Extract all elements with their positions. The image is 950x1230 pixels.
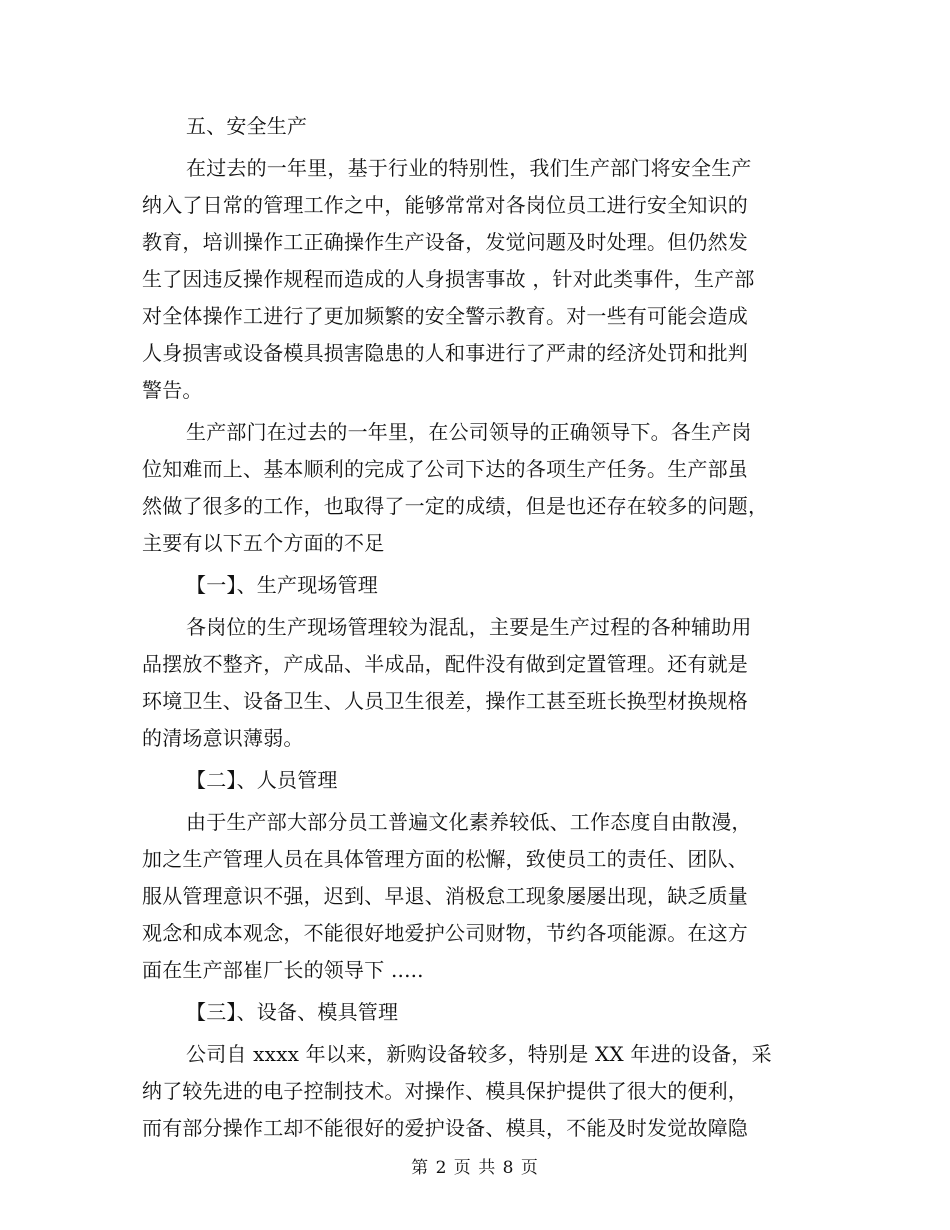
page-number-footer: 第 2 页 共 8 页 [411, 1158, 539, 1178]
paragraph-line: 主要有以下五个方面的不足 [142, 531, 385, 555]
paragraph-line: 观念和成本观念，不能很好地爱护公司财物，节约各项能源。在这方 [142, 921, 748, 945]
paragraph-line: 面在生产部崔厂长的领导下 ..... [142, 958, 424, 982]
section-equipment-management [142, 994, 808, 1147]
paragraph-line: 位知难而上、基本顺利的完成了公司下达的各项生产任务。生产部虽 [142, 457, 748, 481]
paragraph-line: 纳了较先进的电子控制技术。对操作、模具保护提供了很大的便利， [142, 1079, 748, 1103]
paragraph-line: 品摆放不整齐，产成品、半成品，配件没有做到定置管理。还有就是 [142, 652, 748, 676]
paragraph-line: 然做了很多的工作，也取得了一定的成绩，但是也还存在较多的问题， [142, 494, 769, 518]
paragraph-line: 教育，培训操作工正确操作生产设备，发觉问题及时处理。但仍然发 [142, 230, 748, 254]
paragraph-line: 对全体操作工进行了更加频繁的安全警示教育。对一些有可能会造成 [142, 304, 748, 328]
section-title: 【二】、人员管理 [186, 768, 338, 792]
document-page [142, 108, 808, 1147]
paragraph-line: 公司自 xxxx 年以来，新购设备较多，特别是 XX 年进的设备，采 [186, 1042, 772, 1066]
paragraph-line: 由于生产部大部分员工普遍文化素养较低、工作态度自由散漫， [186, 810, 752, 834]
paragraph-line: 生产部门在过去的一年里，在公司领导的正确领导下。各生产岗 [186, 420, 752, 444]
paragraph-line: 服从管理意识不强，迟到、早退、消极怠工现象屡屡出现，缺乏质量 [142, 884, 748, 908]
paragraph-line: 各岗位的生产现场管理较为混乱，主要是生产过程的各种辅助用 [186, 615, 752, 639]
paragraph-line: 的清场意识薄弱。 [142, 726, 304, 750]
paragraph-line: 生了因违反操作规程而造成的人身损害事故 ，针对此类事件，生产部 [142, 267, 755, 291]
section-site-management [142, 567, 808, 757]
paragraph-summary [142, 414, 808, 562]
paragraph-line: 人身损害或设备模具损害隐患的人和事进行了严肃的经济处罚和批判 [142, 341, 748, 365]
paragraph-safety [142, 150, 808, 409]
section-heading-safety: 五、安全生产 [186, 114, 308, 138]
paragraph-line: 纳入了日常的管理工作之中，能够常常对各岗位员工进行安全知识的 [142, 193, 748, 217]
paragraph-line: 警告。 [142, 378, 203, 402]
section-title: 【一】、生产现场管理 [186, 573, 378, 597]
paragraph-line: 在过去的一年里，基于行业的特别性，我们生产部门将安全生产 [186, 156, 752, 180]
section-title: 【三】、设备、模具管理 [186, 1000, 399, 1024]
paragraph-line: 加之生产管理人员在具体管理方面的松懈，致使员工的责任、团队、 [142, 847, 748, 871]
paragraph-line: 环境卫生、设备卫生、人员卫生很差，操作工甚至班长换型材换规格 [142, 689, 748, 713]
section-personnel-management [142, 762, 808, 989]
paragraph-line: 而有部分操作工却不能很好的爱护设备、模具，不能及时发觉故障隐 [142, 1116, 748, 1140]
